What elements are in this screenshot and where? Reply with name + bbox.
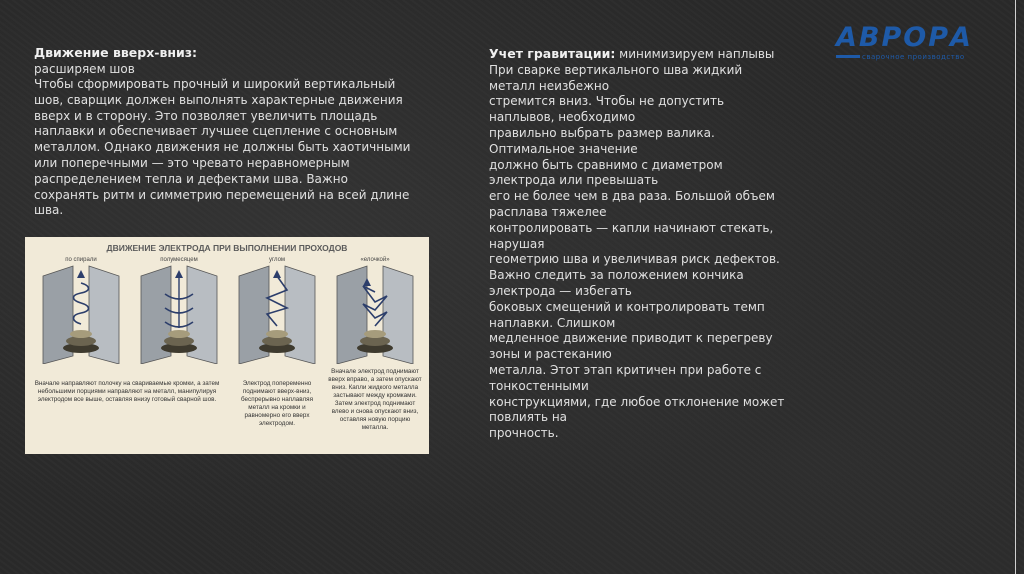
electrode-motion-illustration xyxy=(25,237,429,454)
herringbone-motion-icon xyxy=(327,264,423,364)
right-border-line xyxy=(1015,0,1016,574)
panel-crescent xyxy=(131,255,227,365)
right-title xyxy=(489,45,799,63)
right-line: электрода — избегать xyxy=(489,283,632,298)
right-line: контролировать — капли начинают стекать, xyxy=(489,220,774,235)
right-line: тонкостенными xyxy=(489,378,589,393)
right-line: расплава тяжелее xyxy=(489,204,607,219)
caption-first: Вначале направляют полочку на свариваемые кромки, а затем небольшими порциями направляют на металл, манипулируя электродом все выше, оставляя внизу готовый сварной шов. xyxy=(34,380,220,403)
logo-underline xyxy=(836,55,860,58)
right-line: металла. Этот этап критичен при работе с xyxy=(489,362,762,377)
right-line: повлиять на xyxy=(489,410,568,425)
right-line: При сварке вертикального шва жидкий xyxy=(489,62,743,77)
right-text-block xyxy=(489,45,799,442)
right-title-bold: Учет гравитации: xyxy=(489,46,616,61)
right-line: геометрию шва и увеличивая риск дефектов. xyxy=(489,252,780,267)
logo-wordmark: АВРОРА xyxy=(836,22,973,53)
panel-angle xyxy=(229,255,325,365)
right-title-rest: минимизируем наплывы xyxy=(615,47,775,61)
panel-label-herringbone: «елочкой» xyxy=(360,257,390,263)
right-line: медленное движение приводит к перегреву xyxy=(489,331,773,346)
left-heading: Движение вверх-вниз: xyxy=(34,45,198,60)
right-line: электрода или превышать xyxy=(489,173,659,188)
left-text-block xyxy=(34,45,416,219)
right-line: наплавки. Слишком xyxy=(489,315,616,330)
crescent-motion-icon xyxy=(131,264,227,364)
right-line: конструкциями, где любое отклонение может xyxy=(489,394,785,409)
right-line: прочность. xyxy=(489,426,559,441)
right-line: его не более чем в два раза. Большой объем xyxy=(489,189,775,204)
caption-third: Вначале электрод поднимают вверх вправо, а затем опускают вниз. Капли жидкого металла застывают между кромками. Затем электрод поднимают влево и снова опускают вниз, оставляя новую порцию металла. xyxy=(328,368,422,431)
panel-herringbone xyxy=(327,255,423,365)
right-line: металл неизбежно xyxy=(489,78,610,93)
panel-spiral xyxy=(33,255,129,365)
right-line: Важно следить за положением кончика xyxy=(489,268,744,283)
right-line: стремится вниз. Чтобы не допустить xyxy=(489,94,725,109)
logo-tagline: сварочное производство xyxy=(862,53,965,61)
left-subheading: расширяем шов xyxy=(34,62,135,76)
company-logo xyxy=(836,24,1004,64)
right-line: боковых смещений и контролировать темп xyxy=(489,299,765,314)
figure-title: ДВИЖЕНИЕ ЭЛЕКТРОДА ПРИ ВЫПОЛНЕНИИ ПРОХОДОВ xyxy=(106,243,348,253)
left-body-text: Чтобы сформировать прочный и широкий вертикальный шов, сварщик должен выполнять характерные движения вверх и в сторону. Это позволяет увеличить площадь наплавки и обеспечивает лучшее сцепление с основным металлом. Однако движения не должны быть хаотичными или поперечными — это чревато неравномерным распределением тепла и дефектами шва. Важно сохранять ритм и симметрию перемещений на всей длине шва. xyxy=(34,77,411,218)
caption-second: Электрод попеременно поднимают вверх-вниз, беспрерывно наплавляя металл на кромки и равномерно его вверх электродом. xyxy=(241,380,313,427)
right-line: правильно выбрать размер валика. xyxy=(489,125,715,140)
right-line: наплывов, необходимо xyxy=(489,110,636,125)
panel-label-spiral: по спирали xyxy=(65,257,97,263)
right-line: нарушая xyxy=(489,236,545,251)
angle-motion-icon xyxy=(229,264,325,364)
right-line: зоны и растеканию xyxy=(489,347,612,362)
panel-label-angle: углом xyxy=(268,257,286,263)
panel-label-crescent: полумесяцем xyxy=(160,257,198,263)
right-line: должно быть сравнимо с диаметром xyxy=(489,157,723,172)
right-line: Оптимальное значение xyxy=(489,141,638,156)
spiral-motion-icon xyxy=(33,264,129,364)
